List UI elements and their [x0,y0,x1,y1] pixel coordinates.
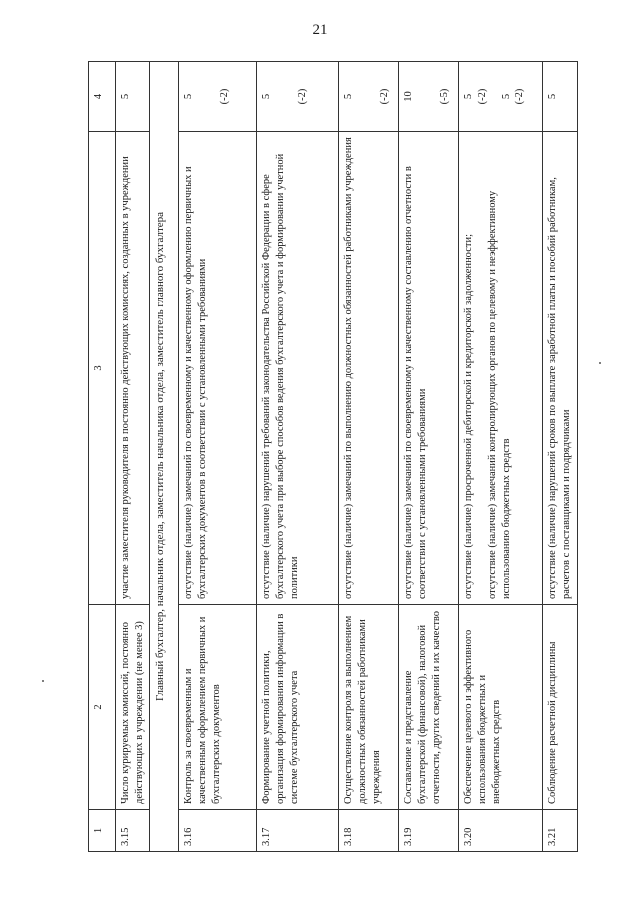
points-value: 5 [183,93,195,100]
row-number: 3.15 [116,810,150,852]
points-cell [339,62,399,132]
indicator-cell: Осуществление контроля за выполнением должностных обязанностей работниками учреждения [339,605,399,810]
criterion-cell: отсутствие (наличие) замечаний по выполнению должностных обязанностей работниками учреждения [339,132,399,605]
page-number: 21 [312,22,328,38]
row-number: 3.20 [459,810,543,852]
criterion-line: отсутствие (наличие) просроченной дебиторской и кредиторской задолженности; [463,234,475,599]
row-number: 3.19 [399,810,459,852]
penalty-value: (-2) [218,88,230,105]
row-number: 3.18 [339,810,399,852]
table-row [399,62,459,852]
scan-speck [599,362,601,364]
header-row [89,62,116,852]
header-col-1: 1 [89,810,116,852]
indicator-cell: Формирование учетной политики, организация формирования информации в системе бухгалтерского учета [257,605,339,810]
indicator-cell: Обеспечение целевого и эффективного использования бюджетных и внебюджетных средств [459,605,543,810]
criteria-table [88,61,578,852]
row-number: 3.16 [179,810,257,852]
points-cell [116,62,150,132]
points-value: 10 [403,91,415,102]
criterion-cell [459,132,543,605]
points-value: 5 [261,93,273,100]
points-value: 5 [463,93,475,100]
criterion-cell: отсутствие (наличие) замечаний по своевременному и качественному составлению отчетности в соответствии с установленными требованиями [399,132,459,605]
table-row [459,62,543,852]
points-value: 5 [500,93,512,100]
indicator-cell: Соблюдение расчетной дисциплины [543,605,577,810]
criterion-cell: отсутствие (наличие) нарушений требований законодательства Российской Федерации в сфере бухгалтерского учета при выборе способов ведения бухгалтерского учета и формировании учетной политики [257,132,339,605]
indicator-cell: Число курируемых комиссий, постоянно действующих в учреждении (не менее 3) [116,605,150,810]
points-value: 5 [547,93,559,100]
penalty-value: (-2) [378,88,390,105]
points-cell [543,62,577,132]
section-row [150,62,179,852]
points-cell [399,62,459,132]
criterion-cell: отсутствие (наличие) нарушений сроков по выплате заработной платы и пособий работникам, расчетов с поставщиками и подрядчиками [543,132,577,605]
indicator-cell: Составление и представление бухгалтерской (финансовой), налоговой отчетности, других сведений и их качество [399,605,459,810]
table-row [116,62,150,852]
points-cell [179,62,257,132]
criterion-cell: отсутствие (наличие) замечаний по своевременному и качественному оформлению первичных и бухгалтерских документов в соответствии с установленными требованиями [179,132,257,605]
header-col-2: 2 [89,605,116,810]
criterion-cell: участие заместителя руководителя в постоянно действующих комиссиях, созданных в учреждении [116,132,150,605]
points-cell [257,62,339,132]
section-title: Главный бухгалтер, начальник отдела, заместитель начальника отдела, заместитель главного бухгалтера [150,62,179,852]
row-number: 3.21 [543,810,577,852]
header-col-3: 3 [89,132,116,605]
table-row [339,62,399,852]
scan-speck [42,680,44,682]
penalty-value: (-2) [476,88,488,105]
table-row [179,62,257,852]
penalty-value: (-2) [514,88,526,105]
rotated-table-container [88,62,572,852]
points-cell [459,62,543,132]
penalty-value: (-2) [296,88,308,105]
header-col-4: 4 [89,62,116,132]
criterion-line: отсутствие (наличие) замечаний контролирующих органов по целевому и неэффективному использованию бюджетных средств [486,190,512,599]
penalty-value: (-5) [438,88,450,105]
points-value: 5 [343,93,355,100]
table-row [257,62,339,852]
row-number: 3.17 [257,810,339,852]
points-value: 5 [120,93,131,100]
table-row [543,62,577,852]
indicator-cell: Контроль за своевременным и качественным оформлением первичных и бухгалтерских документов [179,605,257,810]
